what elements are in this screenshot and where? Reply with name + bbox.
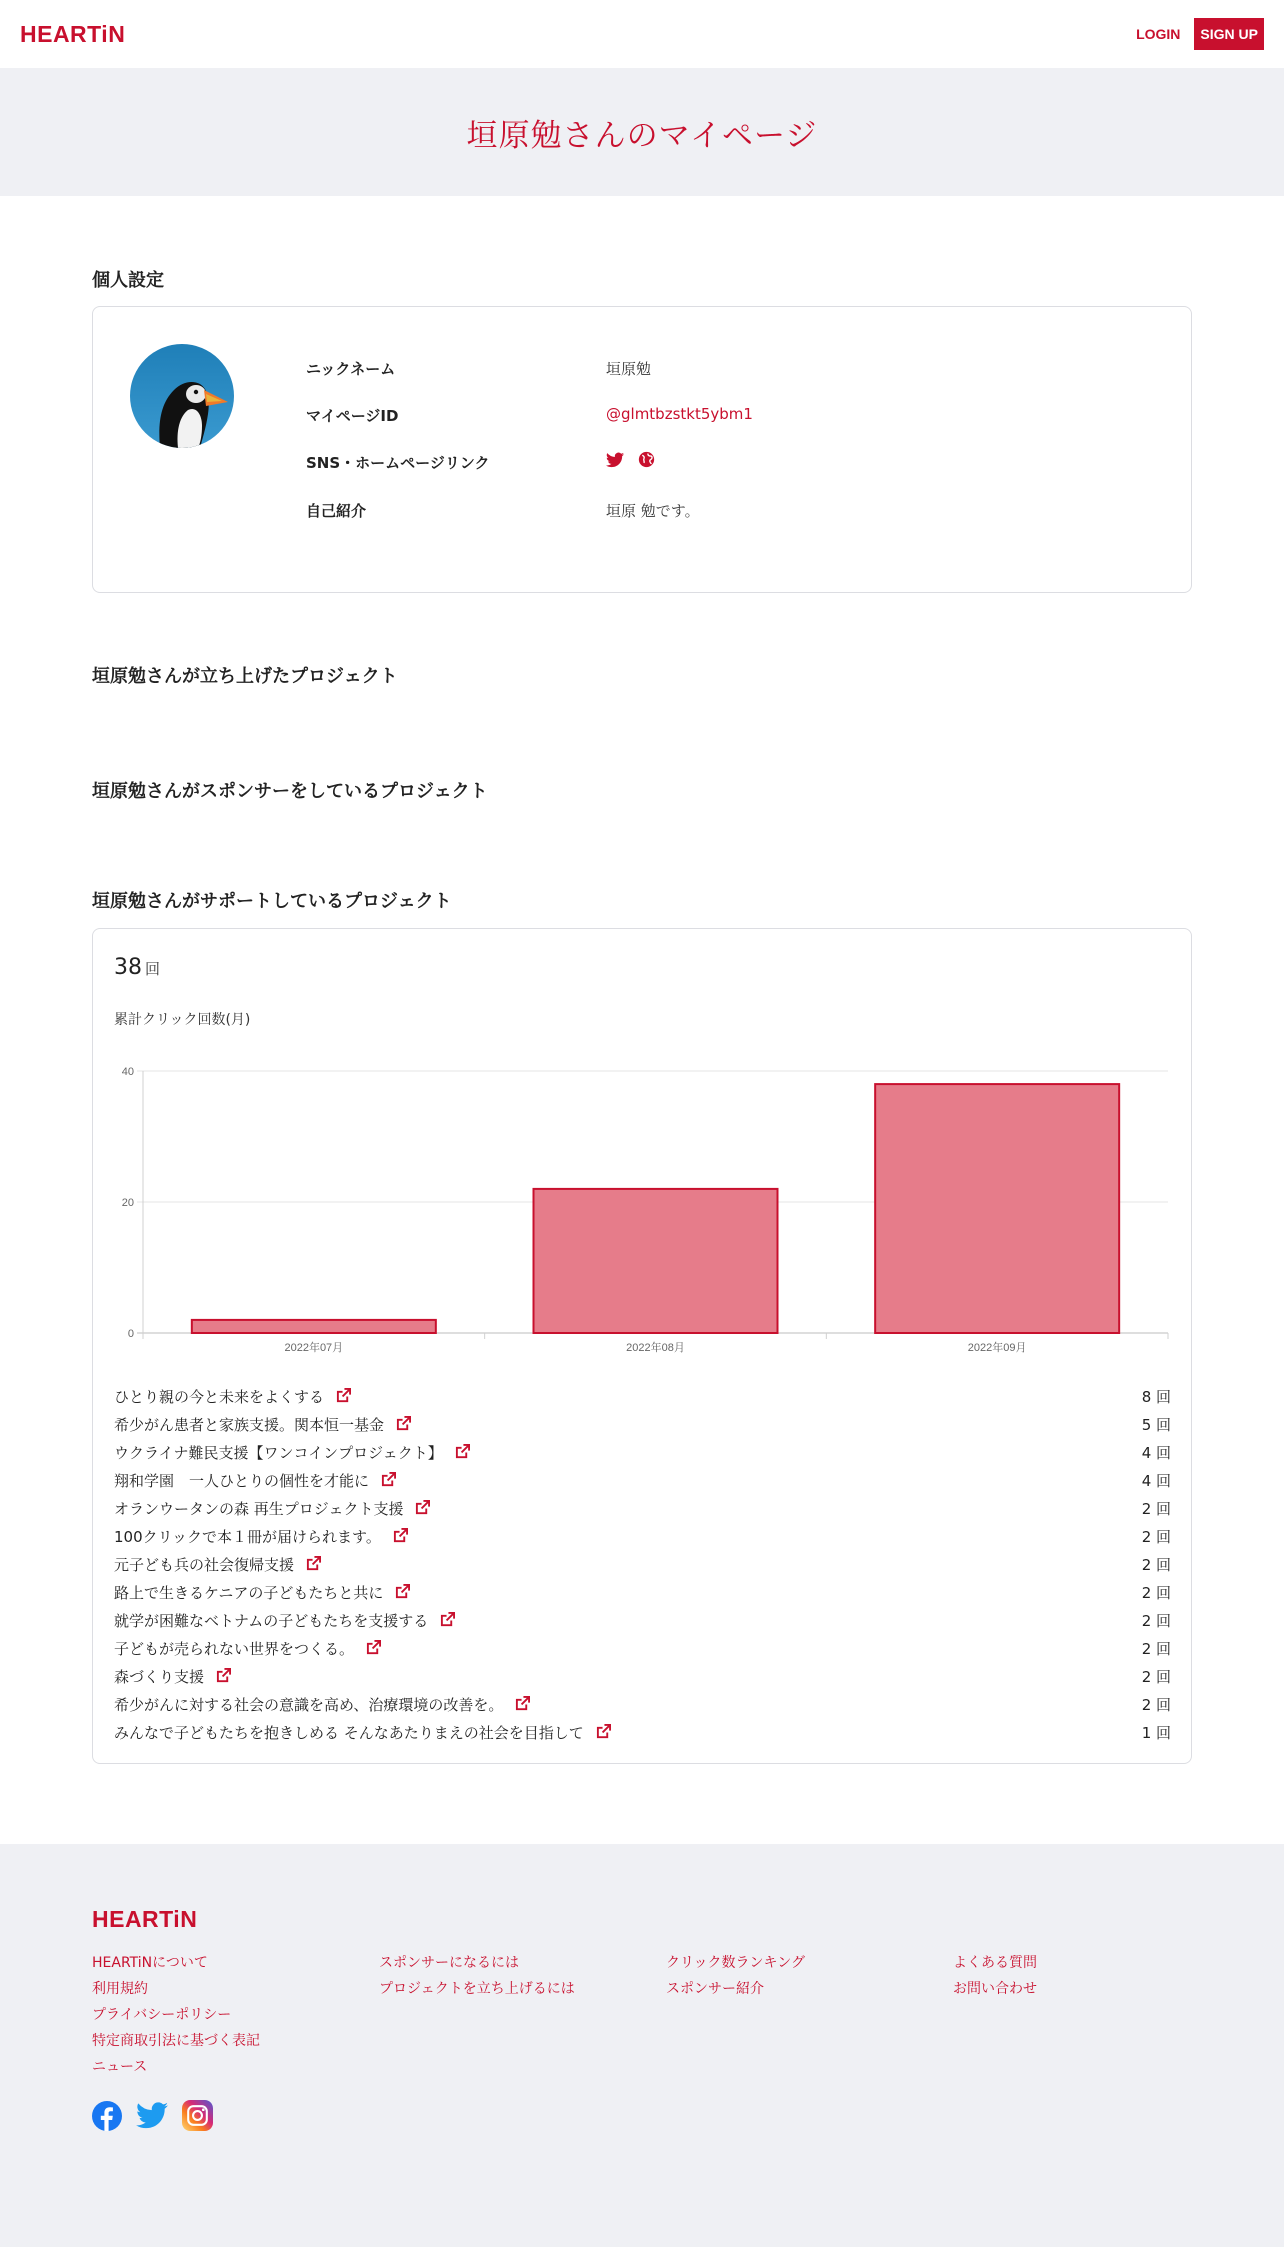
bar: [534, 1189, 778, 1333]
mypage-id-label: マイページID: [306, 407, 399, 425]
project-name: オランウータンの森 再生プロジェクト支援: [114, 1499, 404, 1518]
project-name: 路上で生きるケニアの子どもたちと共に: [114, 1583, 384, 1602]
project-row: [114, 1690, 1171, 1718]
external-link-icon[interactable]: [306, 1556, 322, 1572]
footer-link[interactable]: クリック数ランキング: [666, 1955, 806, 1971]
project-name: 森づくり支援: [114, 1667, 205, 1686]
project-name: 翔和学園 一人ひとりの個性を才能に: [114, 1471, 370, 1490]
project-row: [114, 1410, 1171, 1438]
supporting-projects-title: 垣原勉さんがサポートしているプロジェクト: [92, 891, 452, 912]
footer-link[interactable]: 特定商取引法に基づく表記: [92, 2033, 260, 2049]
total-clicks-unit: 回: [145, 960, 161, 978]
nickname-value: 垣原勉: [606, 360, 652, 378]
page-hero: [0, 68, 1284, 196]
twitter-icon[interactable]: [606, 452, 624, 468]
site-logo[interactable]: HEARTiN: [20, 20, 126, 47]
personal-settings-title: 個人設定: [92, 270, 164, 291]
profile-card: [92, 306, 1192, 593]
footer-column-1: [92, 1953, 260, 2077]
project-click-count: 2 回: [1141, 1583, 1171, 1602]
project-name-wrap: [114, 1526, 409, 1547]
footer-link[interactable]: お問い合わせ: [953, 1981, 1037, 1997]
sns-link-label: SNS・ホームページリンク: [306, 454, 490, 472]
project-name: 子どもが売られない世界をつくる。: [114, 1639, 355, 1658]
project-name-wrap: [114, 1498, 431, 1519]
project-name-wrap: [114, 1666, 232, 1687]
signup-button[interactable]: SIGN UP: [1194, 18, 1264, 50]
sponsoring-projects-title: 垣原勉さんがスポンサーをしているプロジェクト: [92, 781, 488, 802]
project-row: [114, 1494, 1171, 1522]
project-row: [114, 1634, 1171, 1662]
project-row: [114, 1522, 1171, 1550]
project-name-wrap: [114, 1610, 456, 1631]
project-row: [114, 1578, 1171, 1606]
page-title: 垣原勉さんのマイページ: [466, 117, 818, 154]
x-tick-label: 2022年07月: [284, 1342, 344, 1354]
mypage-id-value: @glmtbzstkt5ybm1: [606, 405, 753, 423]
project-click-count: 5 回: [1141, 1415, 1171, 1434]
self-intro-label: 自己紹介: [306, 502, 367, 520]
project-row: [114, 1606, 1171, 1634]
external-link-icon[interactable]: [396, 1416, 412, 1432]
footer-column-2: [379, 1953, 575, 1999]
footer-link[interactable]: プライバシーポリシー: [92, 2007, 232, 2023]
project-click-count: 2 回: [1141, 1667, 1171, 1686]
footer-link[interactable]: ニュース: [92, 2059, 148, 2075]
footer-social: [92, 2100, 213, 2131]
footer-link[interactable]: スポンサーになるには: [379, 1955, 519, 1971]
site-header: [0, 0, 1284, 68]
site-footer: [0, 1844, 1284, 2247]
sns-links: [606, 451, 655, 468]
project-name-wrap: [114, 1442, 471, 1463]
project-name-wrap: [114, 1554, 322, 1575]
y-tick-label: 20: [121, 1197, 134, 1209]
external-link-icon[interactable]: [596, 1724, 612, 1740]
project-name: 100クリックで本１冊が届けられます。: [114, 1527, 381, 1546]
project-click-count: 4 回: [1141, 1471, 1171, 1490]
globe-icon[interactable]: [638, 451, 655, 468]
project-click-count: 2 回: [1141, 1527, 1171, 1546]
project-row: [114, 1382, 1171, 1410]
project-click-count: 1 回: [1141, 1723, 1171, 1742]
external-link-icon[interactable]: [381, 1472, 397, 1488]
project-name: 希少がんに対する社会の意識を高め、治療環境の改善を。: [114, 1695, 504, 1714]
footer-link[interactable]: よくある質問: [953, 1955, 1037, 1971]
facebook-icon[interactable]: [92, 2101, 122, 2131]
project-name-wrap: [114, 1414, 412, 1435]
external-link-icon[interactable]: [515, 1696, 531, 1712]
launched-projects-title: 垣原勉さんが立ち上げたプロジェクト: [92, 666, 398, 687]
project-name: 元子ども兵の社会復帰支援: [114, 1555, 295, 1574]
external-link-icon[interactable]: [393, 1528, 409, 1544]
project-name-wrap: [114, 1582, 411, 1603]
project-row: [114, 1466, 1171, 1494]
external-link-icon[interactable]: [440, 1612, 456, 1628]
project-click-count: 2 回: [1141, 1499, 1171, 1518]
project-click-count: 2 回: [1141, 1695, 1171, 1714]
footer-link[interactable]: 利用規約: [92, 1981, 148, 1997]
project-list: [114, 1382, 1171, 1746]
footer-column-4: [953, 1953, 1037, 1999]
project-name: 就学が困難なベトナムの子どもたちを支援する: [114, 1611, 429, 1630]
project-row: [114, 1550, 1171, 1578]
avatar: [130, 344, 234, 448]
project-name-wrap: [114, 1638, 382, 1659]
chart-label: 累計クリック回数(月): [114, 1012, 251, 1028]
project-click-count: 8 回: [1141, 1387, 1171, 1406]
twitter-icon[interactable]: [136, 2102, 168, 2129]
login-link[interactable]: LOGIN: [1136, 26, 1181, 42]
y-tick-label: 40: [121, 1066, 134, 1078]
project-name: 希少がん患者と家族支援。関本恒一基金: [114, 1415, 385, 1434]
bar: [875, 1084, 1119, 1333]
project-name-wrap: [114, 1694, 531, 1715]
footer-link[interactable]: HEARTiNについて: [92, 1955, 208, 1971]
self-intro-value: 垣原 勉です。: [606, 502, 700, 520]
external-link-icon[interactable]: [455, 1444, 471, 1460]
footer-link[interactable]: スポンサー紹介: [666, 1981, 764, 1997]
external-link-icon[interactable]: [216, 1668, 232, 1684]
support-card: [92, 928, 1192, 1764]
project-click-count: 4 回: [1141, 1443, 1171, 1462]
instagram-icon[interactable]: [182, 2100, 213, 2131]
project-name: ウクライナ難民支援【ワンコインプロジェクト】: [114, 1443, 443, 1462]
total-clicks-value: 38: [114, 955, 142, 980]
x-tick-label: 2022年08月: [626, 1342, 685, 1354]
project-name-wrap: [114, 1470, 397, 1491]
nickname-label: ニックネーム: [306, 360, 396, 378]
external-link-icon[interactable]: [395, 1584, 411, 1600]
external-link-icon[interactable]: [336, 1388, 352, 1404]
project-row: [114, 1438, 1171, 1466]
footer-logo[interactable]: HEARTiN: [92, 1906, 198, 1932]
monthly-clicks-chart: [93, 929, 1193, 1379]
external-link-icon[interactable]: [366, 1640, 382, 1656]
footer-link[interactable]: プロジェクトを立ち上げるには: [379, 1981, 575, 1997]
project-name: みんなで子どもたちを抱きしめる そんなあたりまえの社会を目指して: [114, 1723, 584, 1742]
project-name-wrap: [114, 1386, 352, 1407]
footer-column-3: [666, 1953, 805, 1999]
x-tick-label: 2022年09月: [967, 1342, 1027, 1354]
header-nav: [1136, 18, 1264, 50]
project-click-count: 2 回: [1141, 1611, 1171, 1630]
project-click-count: 2 回: [1141, 1555, 1171, 1574]
y-tick-label: 0: [127, 1328, 134, 1340]
project-name: ひとり親の今と未来をよくする: [114, 1387, 325, 1406]
project-row: [114, 1662, 1171, 1690]
project-name-wrap: [114, 1722, 612, 1743]
bar: [192, 1320, 436, 1333]
project-click-count: 2 回: [1141, 1639, 1171, 1658]
project-row: [114, 1718, 1171, 1746]
external-link-icon[interactable]: [415, 1500, 431, 1516]
